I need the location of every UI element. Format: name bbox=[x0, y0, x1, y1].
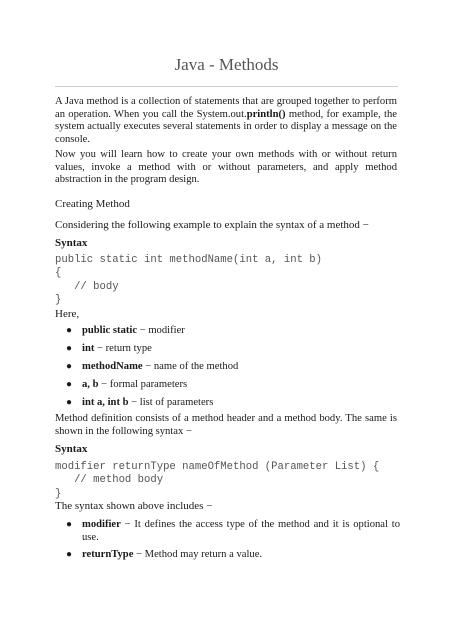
description: − name of the method bbox=[142, 361, 239, 372]
bullet-icon: ● bbox=[66, 379, 73, 390]
bullet-icon: ● bbox=[66, 343, 73, 354]
includes-list bbox=[55, 519, 400, 567]
intro-text-bold: println() bbox=[246, 108, 286, 120]
list-item bbox=[55, 379, 400, 397]
list-item bbox=[55, 361, 400, 379]
bullet-icon: ● bbox=[66, 519, 73, 530]
term: methodName bbox=[82, 361, 143, 372]
syntax-label-2: Syntax bbox=[55, 443, 88, 455]
code-block-2: modifier returnType nameOfMethod (Parameter List) { // method body } bbox=[55, 461, 380, 500]
intro-paragraph-1 bbox=[55, 96, 397, 146]
example-intro: Considering the following example to explain the syntax of a method − bbox=[55, 219, 369, 231]
code-block-1: public static int methodName(int a, int b) { // body } bbox=[55, 254, 323, 307]
intro-paragraph-2: Now you will learn how to create your own methods with or without return values, invoke a method with or without parameters, and apply method abstraction in the program design. bbox=[55, 149, 397, 186]
intro-text-pre: A Java method is a collection of statements that are grouped together to perform an operation. When you call the System.out. bbox=[55, 96, 397, 120]
syntax-label-1: Syntax bbox=[55, 237, 88, 249]
description: − formal parameters bbox=[98, 379, 188, 390]
term: modifier bbox=[82, 519, 121, 530]
description: − Method may return a value. bbox=[133, 549, 263, 561]
term: a, b bbox=[82, 379, 99, 390]
bullet-icon: ● bbox=[66, 397, 73, 408]
method-parts-list bbox=[55, 325, 400, 415]
list-item bbox=[55, 343, 400, 361]
description: − list of parameters bbox=[128, 397, 214, 408]
page-title: Java - Methods bbox=[174, 55, 279, 74]
definition-paragraph: Method definition consists of a method header and a method body. The same is shown in the following syntax − bbox=[55, 413, 397, 437]
description: − It defines the access type of the method and it is optional to use. bbox=[82, 519, 400, 543]
term: int a, int b bbox=[82, 397, 129, 408]
term: int bbox=[82, 343, 95, 354]
title-divider bbox=[55, 86, 398, 87]
bullet-icon: ● bbox=[66, 549, 73, 561]
list-item bbox=[55, 549, 400, 562]
term: public static bbox=[82, 325, 138, 336]
list-item bbox=[55, 519, 400, 544]
description: − modifier bbox=[137, 325, 185, 336]
here-label: Here, bbox=[55, 308, 80, 320]
bullet-icon: ● bbox=[66, 361, 73, 372]
term: returnType bbox=[82, 549, 134, 561]
intro-text-post: method, for example, the system actually executes several statements in order to display a message on the console. bbox=[55, 108, 397, 145]
section-heading: Creating Method bbox=[55, 198, 130, 210]
description: − return type bbox=[94, 343, 152, 354]
bullet-icon: ● bbox=[66, 325, 73, 336]
includes-intro: The syntax shown above includes − bbox=[55, 500, 213, 512]
list-item bbox=[55, 325, 400, 343]
